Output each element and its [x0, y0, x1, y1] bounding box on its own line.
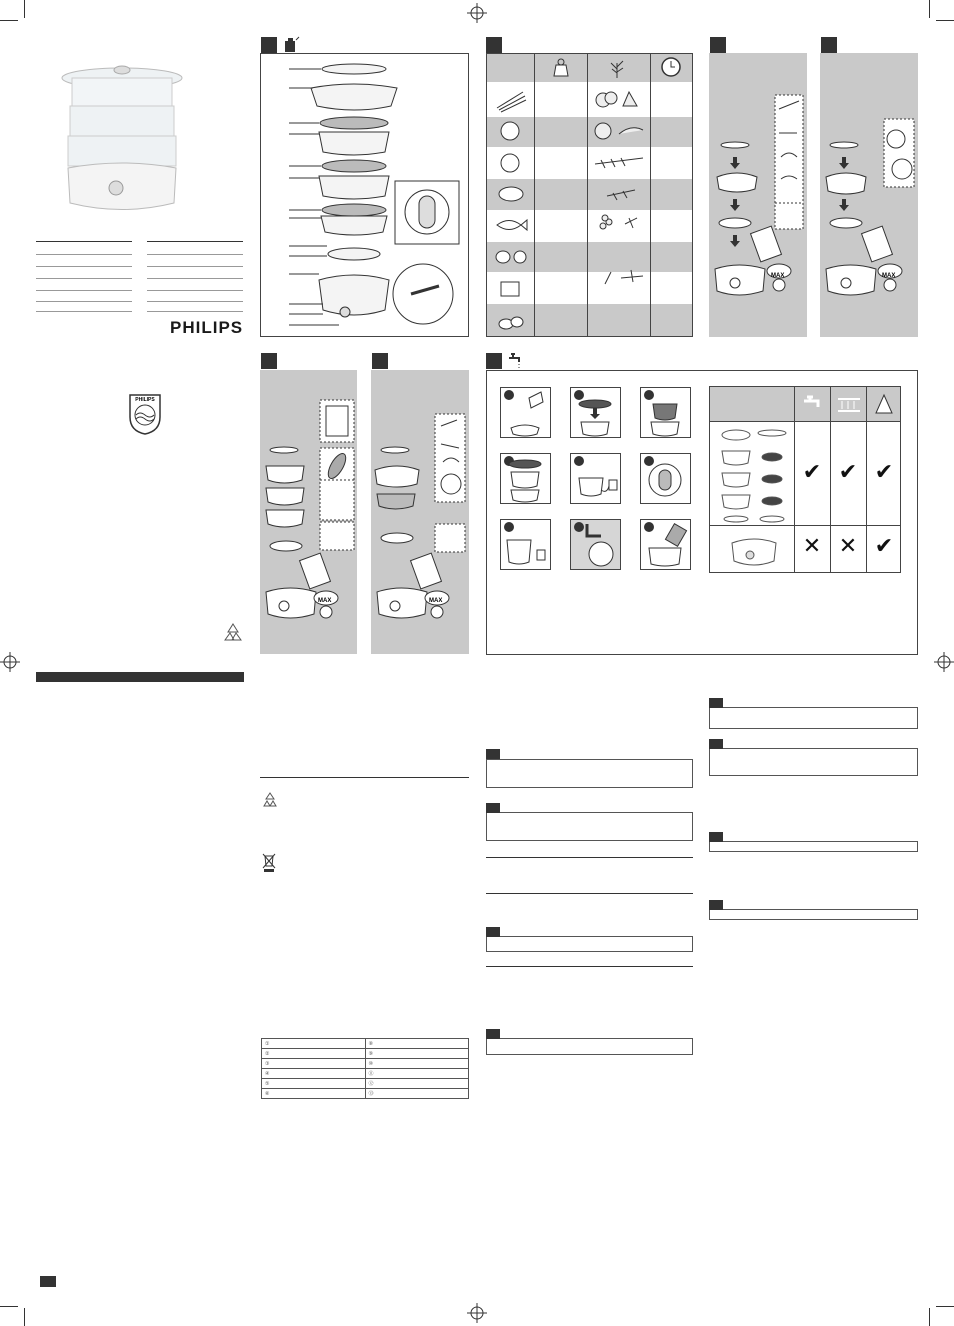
- note-box: [709, 841, 918, 852]
- product-overview-icon: [282, 36, 300, 54]
- table-cell: ①: [262, 1039, 366, 1049]
- page-number-block: [40, 1276, 56, 1287]
- note-icon: [709, 900, 723, 910]
- registration-mark: [934, 652, 954, 672]
- steaming-steps-panel-6: [371, 370, 469, 654]
- table-cell: ⑫: [365, 1079, 469, 1089]
- tip-box: [486, 759, 693, 788]
- section-number-box: [486, 37, 502, 53]
- tip-icon: [486, 749, 500, 759]
- section-number-box: [261, 37, 277, 53]
- steaming-steps-panel-5: [260, 370, 357, 654]
- note-box: [709, 707, 918, 729]
- caution-box: [709, 748, 918, 776]
- crop-mark: [936, 20, 954, 21]
- dishwasher-icon: [836, 395, 862, 415]
- cloth-icon: [874, 393, 894, 417]
- crop-mark: [24, 0, 25, 18]
- section-number-box: [372, 353, 388, 369]
- herb-icon: [607, 57, 627, 79]
- rice-bowl-steps-illustration: [371, 370, 469, 654]
- cleaning-step-4: [500, 453, 551, 504]
- section-number-box: [261, 353, 277, 369]
- section-number-box: [821, 37, 837, 53]
- cleaning-step-7: [500, 519, 551, 570]
- crop-mark: [0, 20, 18, 21]
- rule: [147, 254, 243, 255]
- care-mark: ✕: [838, 533, 858, 558]
- tap-icon: [802, 395, 824, 415]
- table-cell: ⑬: [365, 1089, 469, 1099]
- note-box: [486, 812, 693, 841]
- col-rule: [534, 54, 535, 336]
- care-table-parts-icons: [714, 425, 790, 523]
- philips-shield-logo: [128, 393, 162, 435]
- table-cell: ②: [262, 1049, 366, 1059]
- parts-exploded-diagram: [261, 54, 468, 336]
- max-label: MAX: [882, 273, 896, 279]
- note-box: [486, 1038, 693, 1055]
- care-mark: ✕: [802, 533, 822, 558]
- care-table: [709, 386, 901, 573]
- rule: [486, 857, 693, 858]
- table-cell: ⑧: [365, 1039, 469, 1049]
- steam-steps-illustration: [709, 53, 807, 337]
- table-cell: ④: [262, 1069, 366, 1079]
- table-cell: ⑥: [262, 1089, 366, 1099]
- row-rule: [710, 421, 900, 422]
- col-rule: [794, 387, 795, 572]
- recycle-icon: [222, 622, 244, 644]
- crop-mark: [929, 1308, 930, 1326]
- egg-steam-steps-illustration: [820, 53, 918, 337]
- registration-mark: [467, 3, 487, 23]
- max-label: MAX: [429, 598, 443, 604]
- food-table-panel: [486, 53, 693, 337]
- steaming-steps-panel-4: [820, 53, 918, 337]
- cleaning-step-1: [500, 387, 551, 438]
- cleaning-step-5: [570, 453, 621, 504]
- clock-icon: [660, 56, 682, 78]
- cleaning-step-2: [570, 387, 621, 438]
- black-bar: [36, 672, 244, 682]
- caution-icon: [709, 739, 723, 749]
- section-number-box: [486, 353, 502, 369]
- parts-list-table: [261, 1038, 469, 1099]
- crop-mark: [929, 0, 930, 18]
- rule: [36, 266, 132, 267]
- note-icon: [709, 698, 723, 708]
- care-mark: ✔: [874, 459, 894, 484]
- crop-mark: [24, 1308, 25, 1326]
- row-rule: [710, 525, 900, 526]
- note-box: [709, 909, 918, 920]
- rule: [147, 290, 243, 291]
- max-label: MAX: [318, 598, 332, 604]
- rule: [36, 301, 132, 302]
- max-label: MAX: [771, 273, 785, 279]
- table-cell: ⑪: [365, 1069, 469, 1079]
- note-box: [486, 936, 693, 952]
- rule: [36, 290, 132, 291]
- cleaning-step-6: [640, 453, 691, 504]
- cleaning-panel: [486, 370, 918, 655]
- rule: [260, 777, 469, 778]
- col-rule: [866, 387, 867, 572]
- care-mark: ✔: [874, 533, 894, 558]
- weee-bin-icon: [262, 852, 276, 872]
- crop-mark: [936, 1306, 954, 1307]
- steaming-steps-panel-3: [709, 53, 807, 337]
- rule: [147, 278, 243, 279]
- rule: [147, 301, 243, 302]
- crop-mark: [0, 1306, 18, 1307]
- rule: [147, 241, 243, 242]
- col-rule: [830, 387, 831, 572]
- registration-mark: [467, 1303, 487, 1323]
- section-number-box: [710, 37, 726, 53]
- note-icon: [486, 1029, 500, 1039]
- table-cell: ⑩: [365, 1059, 469, 1069]
- note-icon: [709, 832, 723, 842]
- food-icons-column: [493, 86, 529, 334]
- rule: [36, 311, 132, 312]
- table-cell: ⑤: [262, 1079, 366, 1089]
- rule: [36, 278, 132, 279]
- rule: [36, 254, 132, 255]
- rule: [147, 266, 243, 267]
- parts-diagram-panel: [260, 53, 469, 337]
- rule: [147, 311, 243, 312]
- col-rule: [650, 54, 651, 336]
- steamer-product-photo: [58, 58, 186, 228]
- herb-icons-column: [591, 86, 647, 286]
- brand-logo: PHILIPS: [170, 318, 244, 337]
- base-unit-icon: [728, 531, 780, 569]
- rule: [486, 966, 693, 967]
- note-icon: [486, 803, 500, 813]
- cleaning-step-9: [640, 519, 691, 570]
- shield-text: PHILIPS: [135, 397, 155, 403]
- registration-mark: [0, 652, 20, 672]
- tap-icon: [507, 352, 525, 370]
- col-rule: [587, 54, 588, 336]
- rule: [486, 893, 693, 894]
- note-icon: [486, 927, 500, 937]
- table-cell: ⑨: [365, 1049, 469, 1059]
- cleaning-step-8: [570, 519, 621, 570]
- weight-icon: [553, 57, 569, 77]
- cleaning-step-3: [640, 387, 691, 438]
- care-mark: ✔: [802, 459, 822, 484]
- multi-tier-steps-illustration: [260, 370, 357, 654]
- table-cell: ③: [262, 1059, 366, 1069]
- rule: [36, 241, 132, 242]
- care-mark: ✔: [838, 459, 858, 484]
- recycle-icon: [262, 792, 278, 808]
